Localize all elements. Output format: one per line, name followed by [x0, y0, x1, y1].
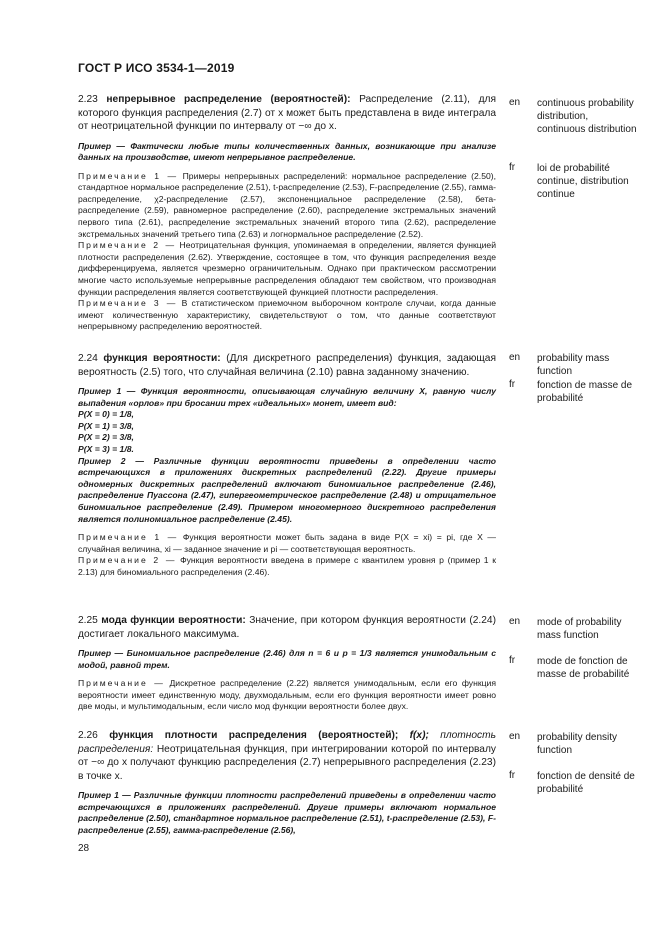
definition-text: Неотрицательная функция, при интегрировании которой по интервалу от −∞ до x получают функцию распределения (2.7) непрерывного распределения (2.23) в точке x.: [78, 743, 496, 782]
example-2: Пример 2 — Различные функции вероятности приведены в определении часто встречающихся в приложениях дискретных распределений (2.22). Другие примеры одномерных дискретных распределений включают биномиальное распределение (2.46), распределение Пуассона (2.47), гипергеометрическое распределение (2.48) и отрицательное биномиальное распределение (2.49). Примером многомерного дискретного распределения является полиномиальное распределение (2.45).: [78, 455, 496, 524]
entry-definition: [78, 93, 496, 134]
document-header: ГОСТ Р ИСО 3534-1—2019: [78, 61, 235, 75]
lang-en: en: [509, 352, 521, 363]
note-label: Примечание —: [78, 678, 165, 689]
entry-2-23: [78, 93, 496, 333]
entry-term: мода функции вероятности:: [101, 615, 246, 626]
note-3: [78, 298, 496, 333]
entry-definition: [78, 614, 496, 641]
note-1: [78, 532, 496, 555]
page-number: 28: [78, 843, 90, 854]
entry-symbol: f(x);: [409, 730, 429, 741]
formula: P(X = 2) = 3/8,: [78, 432, 134, 443]
term-en: probability density function: [537, 732, 618, 756]
note-2: [78, 555, 496, 578]
example-1: Пример 1 — Функция вероятности, описывающая случайную величину X, равную числу выпадения «орлов» при бросании трех «идеальных» монет, имеет вид:: [78, 386, 496, 408]
note-text: В статистическом приемочном выборочном контроле случаи, когда данные имеют количественную характеристику, свидетельствуют о том, что данные соответствуют непрерывному распределению вероятностей.: [78, 298, 497, 332]
lang-fr: fr: [509, 162, 516, 173]
entry-2-26: [78, 729, 496, 836]
definition-text: (Для дискретного распределения) функция, задающая вероятность (2.5) того, что случайная величина (2.10) равна заданному значению.: [78, 353, 496, 378]
note-text: Функция вероятности введена в примере с квантилем уровня p (пример 1 к 2.13) для биномиального распределения (2.46).: [78, 555, 497, 577]
note-label: Примечание 2 —: [78, 555, 177, 566]
term-fr: loi de probabilité continue, distribution continue: [537, 163, 629, 200]
entry-number: 2.26: [78, 730, 98, 741]
entry-term: функция плотности распределения (вероятностей);: [109, 730, 399, 741]
note-label: Примечание 1 —: [78, 532, 179, 543]
formula: P(X = 1) = 3/8,: [78, 420, 134, 431]
note-1: [78, 171, 496, 241]
definition-text: Распределение (2.11), для которого функция распределения (2.7) от x может быть представлена в виде интеграла от неотрицательной функции по интервалу от −∞ до x.: [78, 94, 496, 132]
lang-en: en: [509, 731, 521, 742]
note: [78, 678, 496, 713]
entry-number: 2.24: [78, 353, 98, 364]
term-en: continuous probability distribution, continuous distribution: [537, 98, 637, 135]
entry-definition: [78, 352, 496, 379]
entry-number: 2.23: [78, 94, 98, 105]
term-en: mode of probability mass function: [537, 617, 622, 641]
lang-fr: fr: [509, 379, 516, 390]
lang-fr: fr: [509, 770, 516, 781]
lang-en: en: [509, 97, 521, 108]
lang-en: en: [509, 616, 521, 627]
term-en: probability mass function: [537, 353, 610, 377]
term-fr: mode de fonction de masse de probabilité: [537, 656, 630, 680]
entry-definition: [78, 729, 496, 783]
term-fr: fonction de masse de probabilité: [537, 380, 633, 404]
example: Пример — Биномиальное распределение (2.46) для n = 6 и p = 1/3 является унимодальным с модой, равной трем.: [78, 648, 496, 670]
note-text: Дискретное распределение (2.22) является унимодальным, если его функция вероятности имеет единственную моду, двухмодальным, если его функция вероятности имеет ровно две моды, и мультимодальным, если число мод функции вероятности более двух.: [78, 678, 496, 712]
entry-term-alt: плотность распределения:: [78, 730, 496, 755]
entry-2-24: [78, 352, 496, 579]
formula: P(X = 0) = 1/8,: [78, 409, 134, 420]
note-label: Примечание 1 —: [78, 170, 179, 181]
note-label: Примечание 2 —: [78, 240, 177, 251]
note-text: Неотрицательная функция, упоминаемая в определении, является функцией плотности распределения (2.62). Утверждение, состоящее в том, что функция распределения везде дифференцируема, является чрезмерно ограничительным. Однако при практическом рассмотрении многие часто используемые непрерывные распределения обладают тем свойством, что производная функции распределения является соответствующей функцией плотности распределения.: [78, 240, 496, 297]
note-text: Функция вероятности может быть задана в виде P(X = xi) = pi, где X — случайная величина, xi — заданное значение и pi — соответствующая вероятность.: [78, 532, 497, 554]
note-label: Примечание 3 —: [78, 298, 178, 309]
definition-text: Значение, при котором функция вероятности (2.24) достигает локального максимума.: [78, 615, 496, 640]
example: Пример — Фактически любые типы количественных данных, возникающие при анализе данных на производстве, имеют непрерывное распределение.: [78, 140, 496, 163]
entry-number: 2.25: [78, 615, 98, 626]
term-fr: fonction de densité de probabilité: [537, 771, 635, 795]
entry-term: непрерывное распределение (вероятностей):: [106, 94, 351, 105]
example-1: Пример 1 — Различные функции плотности распределений приведены в определении часто встречающихся в приложениях распределений. Другие примеры включают нормальное распределение (2.50), стандартное нормальное распределение (2.51), t-распределение (2.53), F-распределение (2.55), гамма-распределение (2.56),: [78, 790, 496, 835]
lang-fr: fr: [509, 655, 516, 666]
entry-2-25: [78, 614, 496, 713]
note-text: Примеры непрерывных распределений: нормальное распределение (2.50), стандартное нормальное распределение (2.51), t-распределение (2.53), F-распределение (2.55), гамма-распределение, χ2-распределение (2.57), экспоненциальное распределение (2.58), бета-распределение (2.59), равномерное распределение (2.60), распределение экстремальных значений первого типа (2.61), распределение экстремальных значений второго типа (2.62), распределение экстремальных значений третьего типа (2.63) и логнормальное распределение (2.52).: [78, 170, 497, 239]
formula: P(X = 3) = 1/8.: [78, 443, 134, 454]
note-2: [78, 240, 496, 298]
entry-term: функция вероятности:: [103, 353, 221, 364]
